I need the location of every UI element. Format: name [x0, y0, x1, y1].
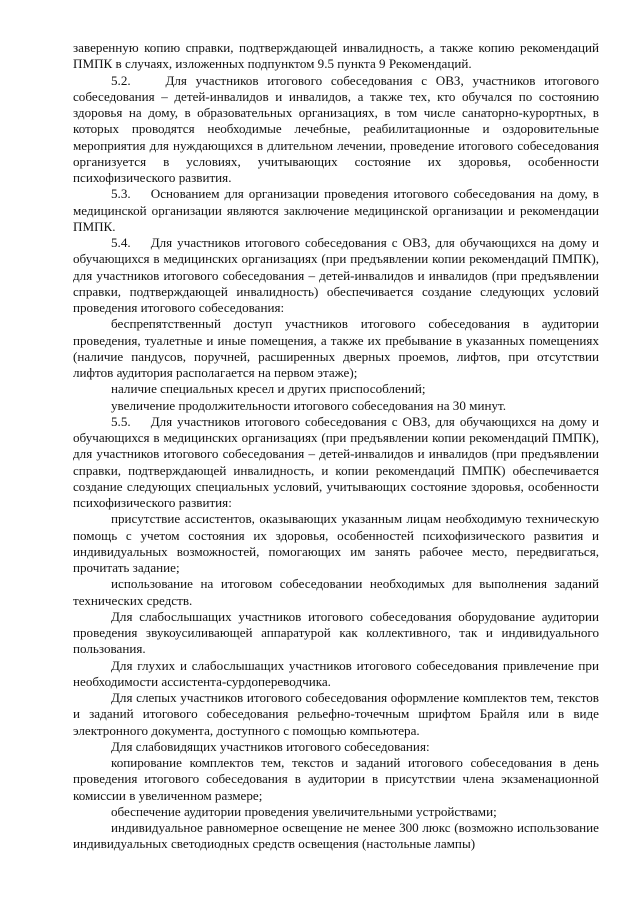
paragraph-text: Для глухих и слабослышащих участников итогового собеседования привлечение при необходимости ассистента-сурдопереводчика.	[73, 657, 599, 689]
paragraph-text: Для слепых участников итогового собеседования оформление комплектов тем, текстов и заданий итогового собеседования рельефно-точечным шрифтом Брайля или в виде электронного документа, доступного с помощью компьютера.	[73, 690, 599, 738]
paragraph-text: наличие специальных кресел и других приспособлений;	[111, 381, 426, 397]
paragraph-text: увеличение продолжительности итогового собеседования на 30 минут.	[111, 397, 507, 413]
paragraph	[73, 381, 599, 397]
paragraph	[73, 609, 599, 658]
paragraph	[73, 511, 599, 576]
section-number: 5.2.	[111, 72, 131, 88]
paragraph	[73, 690, 599, 739]
paragraph-text: копирование комплектов тем, текстов и заданий итогового собеседования в день проведения итогового собеседования в аудитории в присутствии члена экзаменационной комиссии в увеличенном размере;	[73, 755, 599, 803]
paragraph-text: Для участников итогового собеседования с ОВЗ, для обучающихся на дому и обучающихся в медицинских организациях (при предъявлении копии рекомендаций ПМПК), для участников итогового собеседования – детей-инвалидов и инвалидов (при предъявлении справки, подтверждающей инвалидность) обеспечивается создание следующих условий проведения итогового собеседования:	[73, 235, 599, 315]
paragraph-text: Для слабовидящих участников итогового собеседования:	[111, 738, 430, 754]
paragraph-text: индивидуальное равномерное освещение не менее 300 люкс (возможно использование индивидуальных светодиодных средств освещения (настольные лампы)	[73, 820, 599, 852]
section-number: 5.4.	[111, 235, 131, 250]
paragraph-5-3	[73, 186, 599, 235]
paragraph-text: Основанием для организации проведения итогового собеседования на дому, в медицинской организации являются заключение медицинской организации и рекомендации ПМПК.	[73, 186, 599, 234]
document-text	[73, 40, 599, 853]
paragraph	[73, 40, 599, 73]
paragraph-text: Для слабослышащих участников итогового собеседования оборудование аудитории проведения звукоусиливающей аппаратурой как коллективного, так и индивидуального пользования.	[73, 608, 599, 657]
paragraph-text: беспрепятственный доступ участников итогового собеседования в аудитории проведения, туалетные и иные помещения, а также их пребывание в указанных помещениях (наличие пандусов, поручней, расширенных дверных проемов, лифтов, при отсутствии лифтов аудитория располагается на первом этаже);	[73, 316, 599, 380]
paragraph	[73, 755, 599, 804]
section-number: 5.3.	[111, 186, 131, 202]
paragraph	[73, 820, 599, 853]
paragraph-text: Для участников итогового собеседования с ОВЗ, для обучающихся на дому и обучающихся в медицинских организациях (при предъявлении копии рекомендаций ПМПК), для участников итогового собеседования – детей-инвалидов и инвалидов (при предъявлении справки, подтверждающей инвалидность, и копии рекомендаций ПМПК) обеспечивается создание следующих специальных условий, учитывающих состояние здоровья, особенности психофизического развития:	[73, 413, 599, 510]
paragraph-text: использование на итоговом собеседовании необходимых для выполнения заданий технических средств.	[73, 576, 599, 608]
paragraph	[73, 739, 599, 755]
paragraph	[73, 316, 599, 381]
paragraph	[73, 804, 599, 820]
paragraph-text: обеспечение аудитории проведения увеличительными устройствами;	[111, 803, 497, 819]
section-number: 5.5.	[111, 413, 131, 429]
paragraph-text: заверенную копию справки, подтверждающей инвалидность, а также копию рекомендаций ПМПК в случаях, изложенных подпунктом 9.5 пункта 9 Рекомендаций.	[73, 40, 599, 72]
paragraph-5-4	[73, 235, 599, 316]
paragraph-5-2	[73, 73, 599, 187]
paragraph	[73, 576, 599, 609]
paragraph	[73, 658, 599, 691]
paragraph-text: Для участников итогового собеседования с ОВЗ, участников итогового собеседования – детей-инвалидов и инвалидов, а также тех, кто обучался по состоянию здоровья на дому, в образовательных организациях, в том числе санаторно-курортных, в которых проводятся необходимые лечебные, реабилитационные и оздоровительные мероприятия для нуждающихся в длительном лечении, проведение итогового собеседования организуется в условиях, учитывающих состояние их здоровья, особенности психофизического развития.	[73, 72, 599, 185]
paragraph-text: присутствие ассистентов, оказывающих указанным лицам необходимую техническую помощь с учетом состояния их здоровья, особенностей психофизического развития и индивидуальных возможностей, помогающих им занять рабочее место, передвигаться, прочитать задание;	[73, 511, 599, 575]
paragraph	[73, 398, 599, 414]
paragraph-5-5	[73, 414, 599, 512]
